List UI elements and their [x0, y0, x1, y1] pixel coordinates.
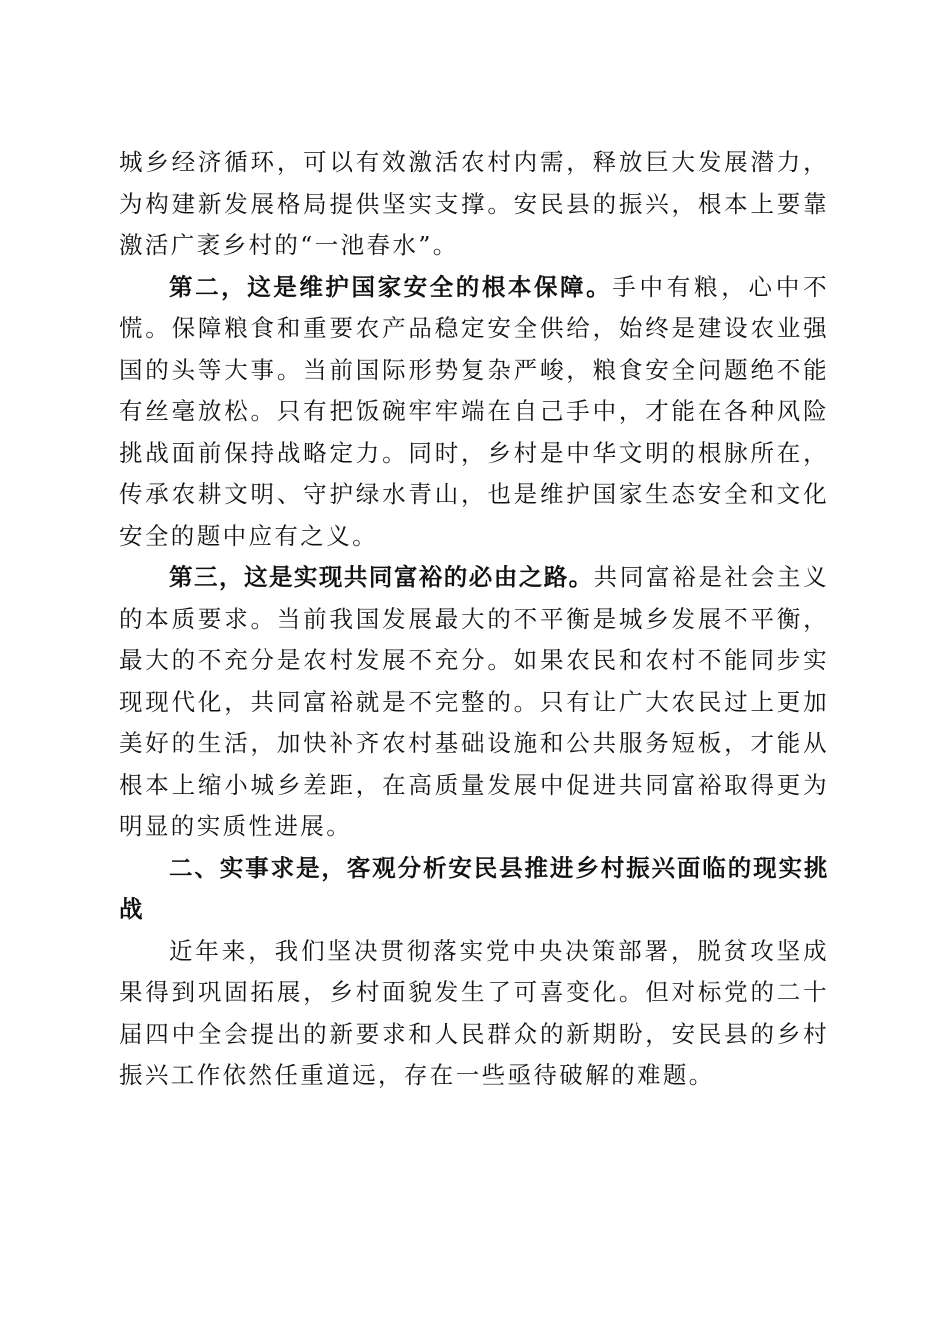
paragraph-text: 手中有粮，心中不慌。保障粮食和重要农产品稳定安全供给，始终是建设农业强国的头等大事。当前国际形势复杂严峻，粮食安全问题绝不能有丝毫放松。只有把饭碗牢牢端在自己手中，才能在各种风险挑战面前保持战略定力。同时，乡村是中华文明的根脉所在，传承农耕文明、守护绿水青山，也是维护国家生态安全和文化安全的题中应有之义。 [119, 272, 829, 550]
paragraph-text: 共同富裕是社会主义的本质要求。当前我国发展最大的不平衡是城乡发展不平衡，最大的不充分是农村发展不充分。如果农民和农村不能同步实现现代化，共同富裕就是不完整的。只有让广大农民过上更加美好的生活，加快补齐农村基础设施和公共服务短板，才能从根本上缩小城乡差距，在高质量发展中促进共同富裕取得更为明显的实质性进展。 [119, 563, 829, 840]
paragraph-lead: 第三，这是实现共同富裕的必由之路。 [169, 563, 594, 591]
paragraph-challenges-intro [119, 931, 829, 1097]
paragraph-lead: 第二，这是维护国家安全的根本保障。 [169, 272, 613, 301]
paragraph-text: 城乡经济循环，可以有效激活农村内需，释放巨大发展潜力，为构建新发展格局提供坚实支撑。安民县的振兴，根本上要靠激活广袤乡村的“一池春水”。 [119, 148, 829, 259]
document-page [119, 142, 829, 1097]
section-heading: 二、实事求是，客观分析安民县推进乡村振兴面临的现实挑战 [119, 853, 829, 923]
paragraph-common-prosperity [119, 557, 829, 848]
paragraph-continuation [119, 142, 829, 267]
paragraph-text: 近年来，我们坚决贯彻落实党中央决策部署，脱贫攻坚成果得到巩固拓展，乡村面貌发生了可喜变化。但对标党的二十届四中全会提出的新要求和人民群众的新期盼，安民县的乡村振兴工作依然任重道远，存在一些亟待破解的难题。 [119, 936, 829, 1089]
paragraph-national-security [119, 267, 829, 558]
